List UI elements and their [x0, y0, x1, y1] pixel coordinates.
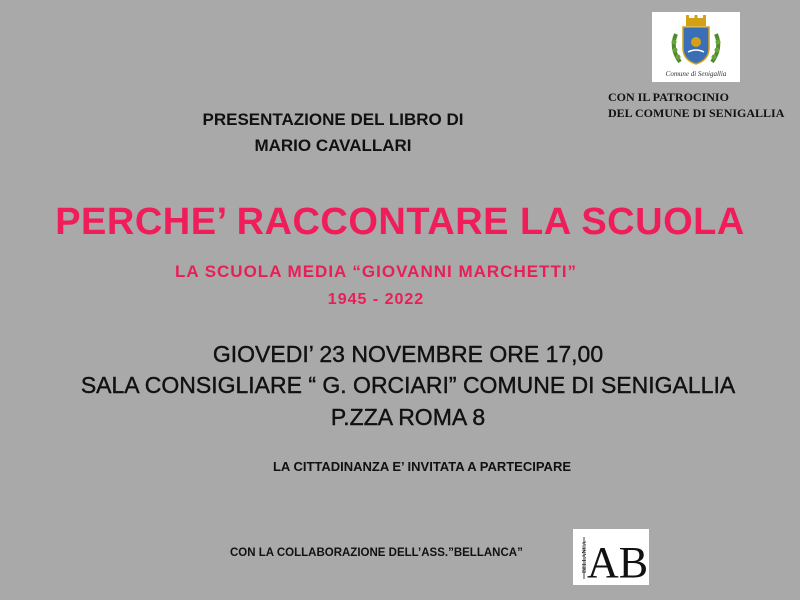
- event-date: GIOVEDI’ 23 NOVEMBRE ORE 17,00: [212, 341, 604, 367]
- patronage-line-2: DEL COMUNE DI SENIGALLIA: [608, 106, 785, 120]
- collaboration-credit: CON LA COLLABORAZIONE DELL’ASS.”BELLANCA”: [230, 547, 523, 559]
- book-subtitle: LA SCUOLA MEDIA “GIOVANNI MARCHETTI”: [174, 262, 578, 281]
- crest-caption: Comune di Senigallia: [665, 70, 727, 78]
- intro-line-2: MARIO CAVALLARI: [254, 136, 412, 155]
- svg-text:BELLANCA: BELLANCA: [582, 541, 588, 573]
- svg-text:AB: AB: [587, 538, 649, 585]
- patronage-line-1: CON IL PATROCINIO: [608, 90, 729, 104]
- book-years: 1945 - 2022: [327, 291, 425, 308]
- bellanca-association-logo: [573, 529, 649, 585]
- senigallia-crest-logo: [652, 12, 740, 82]
- book-presentation-intro: [0, 107, 666, 159]
- event-address: P.ZZA ROMA 8: [330, 404, 486, 430]
- intro-line-1: PRESENTAZIONE DEL LIBRO DI: [202, 110, 464, 129]
- public-invitation: LA CITTADINANZA E’ INVITATA A PARTECIPARE: [272, 459, 572, 474]
- coat-of-arms-icon: [666, 14, 726, 70]
- ab-logo-icon: [573, 529, 649, 585]
- event-venue: SALA CONSIGLIARE “ G. ORCIARI” COMUNE DI SENIGALLIA: [80, 372, 736, 398]
- book-title: PERCHE’ RACCONTARE LA SCUOLA: [55, 201, 745, 243]
